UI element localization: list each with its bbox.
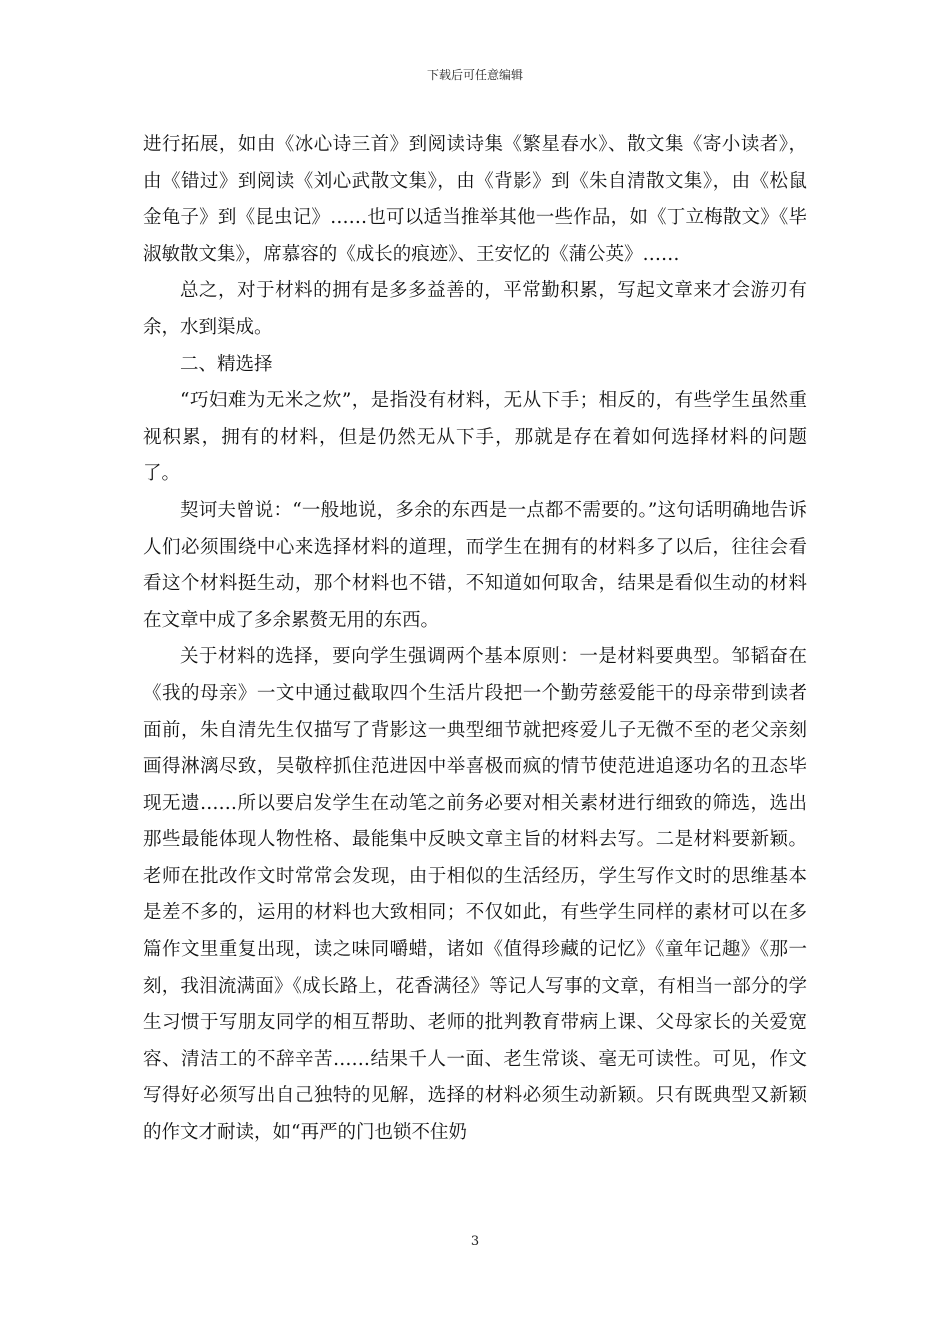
body-text bbox=[143, 127, 807, 1152]
paragraph: 关于材料的选择，要向学生强调两个基本原则：一是材料要典型。邹韬奋在《我的母亲》一文中通过截取四个生活片段把一个勤劳慈爱能干的母亲带到读者面前，朱自清先生仅描写了背影这一典型细节就把疼爱儿子无微不至的老父亲刻画得淋漓尽致，吴敬梓抓住范进因中举喜极而疯的情节使范进追逐功名的丑态毕现无遗……所以要启发学生在动笔之前务必要对相关素材进行细致的筛选，选出那些最能体现人物性格、最能集中反映文章主旨的材料去写。二是材料要新颖。老师在批改作文时常常会发现，由于相似的生活经历，学生写作文时的思维基本是差不多的，运用的材料也大致相同；不仅如此，有些学生同样的素材可以在多篇作文里重复出现，读之味同嚼蜡，诸如《值得珍藏的记忆》《童年记趣》《那一刻，我泪流满面》《成长路上，花香满径》等记人写事的文章，有相当一部分的学生习惯于写朋友同学的相互帮助、老师的批判教育带病上课、父母家长的关爱宽容、清洁工的不辞辛苦……结果千人一面、老生常谈、毫无可读性。可见，作文写得好必须写出自己独特的见解，选择的材料必须生动新颖。只有既典型又新颖的作文才耐读，如“再严的门也锁不住奶 bbox=[143, 646, 807, 1144]
section-heading: 二、精选择 bbox=[180, 353, 273, 375]
page-header: 下载后可任意编辑 bbox=[426, 68, 523, 82]
paragraph-continuation: 进行拓展，如由《冰心诗三首》到阅读诗集《繁星春水》、散文集《寄小读者》，由《错过》到阅读《刘心武散文集》，由《背影》到《朱自清散文集》，由《松鼠金龟子》到《昆虫记》……也可以适当推举其他一些作品，如《丁立梅散文》《毕淑敏散文集》，席慕容的《成长的痕迹》、王安忆的《蒲公英》…… bbox=[143, 134, 807, 265]
paragraph: 契诃夫曾说：“一般地说，多余的东西是一点都不需要的。”这句话明确地告诉人们必须围绕中心来选择材料的道理，而学生在拥有的材料多了以后，往往会看看这个材料挺生动，那个材料也不错，不知道如何取舍，结果是看似生动的材料在文章中成了多余累赘无用的东西。 bbox=[143, 499, 807, 631]
page-number: 3 bbox=[470, 1234, 480, 1249]
paragraph: “巧妇难为无米之炊”，是指没有材料，无从下手；相反的，有些学生虽然重视积累，拥有的材料，但是仍然无从下手，那就是存在着如何选择材料的问题了。 bbox=[143, 390, 807, 485]
paragraph-summary: 总之，对于材料的拥有是多多益善的，平常勤积累，写起文章来才会游刃有余，水到渠成。 bbox=[143, 280, 807, 338]
